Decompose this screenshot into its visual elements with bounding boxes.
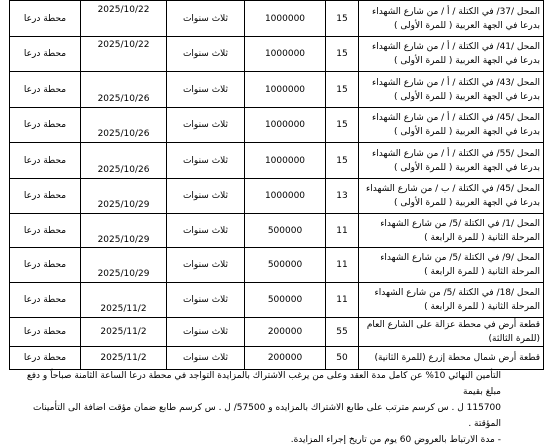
table-row [10, 37, 544, 72]
auction-date: 2025/11/2 [100, 304, 147, 314]
area-value: 13 [326, 179, 359, 214]
starting-price: 1000000 [245, 108, 326, 143]
auction-location: محطة درعا [10, 143, 81, 179]
auction-location: محطة درعا [10, 179, 81, 214]
auction-date: 2025/11/2 [100, 327, 147, 337]
area-value: 15 [326, 1, 359, 37]
lease-duration: ثلاث سنوات [167, 143, 245, 179]
area-value: 50 [326, 347, 359, 370]
lease-duration: ثلاث سنوات [167, 72, 245, 108]
auction-date-cell [81, 214, 167, 248]
property-description: المحل /43/ في الكتلة / أ / من شارع الشهداء بدرعا في الجهة العربية ( للمرة الأولى ) [359, 72, 544, 108]
auction-date: 2025/10/26 [97, 129, 150, 139]
auction-date: 2025/10/29 [97, 269, 150, 279]
auction-date: 2025/10/29 [97, 234, 150, 245]
conditions-line-1: التأمين النهائي 10% عن كامل مدة العقد وعلى من يرغب الاشتراك بالمزايدة التواجد في محطة درعا الساعة الثامنة صباحاً و دفع مبلغ بقيمة [26, 371, 501, 397]
property-description: قطعة أرض في محطة عزالة على الشارع العام (للمرة الثالثة) [359, 318, 544, 347]
auction-date-cell [81, 1, 167, 37]
lease-duration: ثلاث سنوات [167, 248, 245, 283]
property-description: المحل /18/ في الكتلة /5/ من شارع الشهداء المرحلة الثانية ( للمرة الرابعة ) [359, 283, 544, 318]
property-description: المحل /45/ في الكتلة / ب / من شارع الشهداء بدرعا في الجهة العربية ( للمرة الأولى ) [359, 179, 544, 214]
starting-price: 1000000 [245, 1, 326, 37]
property-description: المحل /55/ في الكتلة / أ / من شارع الشهداء بدرعا في الجهة العربية ( للمرة الأولى ) [359, 143, 544, 179]
auction-date: 2025/10/26 [97, 93, 150, 104]
lease-duration: ثلاث سنوات [167, 214, 245, 248]
starting-price: 1000000 [245, 143, 326, 179]
starting-price: 200000 [245, 347, 326, 370]
area-value: 11 [326, 214, 359, 248]
lease-duration: ثلاث سنوات [167, 179, 245, 214]
property-description: المحل /9/ في الكتلة /5/ من شارع الشهداء المرحلة الثانية ( للمرة الرابعة ) [359, 248, 544, 283]
auction-location: محطة درعا [10, 37, 81, 72]
property-description: المحل /41/ في الكتلة / أ / من شارع الشهداء بدرعا في الجهة العربية ( للمرة الأولى ) [359, 37, 544, 72]
auction-date: 2025/10/29 [97, 200, 150, 210]
auction-date-cell [81, 179, 167, 214]
starting-price: 500000 [245, 214, 326, 248]
auction-date-cell [81, 283, 167, 318]
conditions-text [9, 368, 501, 448]
area-value: 15 [326, 37, 359, 72]
property-description: المحل /37/ في الكتلة / أ / من شارع الشهداء بدرعا في الجهة العربية ( للمرة الأولى ) [359, 1, 544, 37]
auction-location: محطة درعا [10, 108, 81, 143]
auction-table [9, 0, 544, 370]
conditions-line-2: 115700 ل . س كرسم مترتب على طابع الاشتراك بالمزايده و 57500/ ل . س كرسم طابع ضمان مؤقت اضافة الى التأمينات المؤقتة . [32, 403, 501, 429]
table-row [10, 143, 544, 179]
auction-date-cell [81, 72, 167, 108]
auction-location: محطة درعا [10, 214, 81, 248]
area-value: 55 [326, 318, 359, 347]
table-row [10, 283, 544, 318]
starting-price: 500000 [245, 283, 326, 318]
auction-location: محطة درعا [10, 347, 81, 370]
area-value: 15 [326, 108, 359, 143]
starting-price: 500000 [245, 248, 326, 283]
table-row [10, 72, 544, 108]
table-row [10, 248, 544, 283]
lease-duration: ثلاث سنوات [167, 283, 245, 318]
auction-date-cell [81, 318, 167, 347]
table-row [10, 1, 544, 37]
starting-price: 1000000 [245, 37, 326, 72]
table-row [10, 108, 544, 143]
table-row [10, 179, 544, 214]
lease-duration: ثلاث سنوات [167, 37, 245, 72]
area-value: 11 [326, 283, 359, 318]
table-row [10, 347, 544, 370]
auction-date-cell [81, 108, 167, 143]
area-value: 15 [326, 72, 359, 108]
auction-location: محطة درعا [10, 72, 81, 108]
lease-duration: ثلاث سنوات [167, 318, 245, 347]
lease-duration: ثلاث سنوات [167, 108, 245, 143]
property-description: المحل /45/ في الكتلة / أ / من شارع الشهداء بدرعا في الجهة العربية ( للمرة الأولى ) [359, 108, 544, 143]
auction-location: محطة درعا [10, 283, 81, 318]
area-value: 15 [326, 143, 359, 179]
auction-date: 2025/10/22 [97, 4, 150, 15]
auction-date-cell [81, 143, 167, 179]
lease-duration: ثلاث سنوات [167, 1, 245, 37]
starting-price: 1000000 [245, 179, 326, 214]
auction-date: 2025/10/22 [97, 40, 150, 50]
auction-date: 2025/10/26 [97, 164, 150, 175]
property-description: المحل /1/ في الكتلة /5/ من شارع الشهداء المرحلة الثانية ( للمرة الرابعة ) [359, 214, 544, 248]
auction-date-cell [81, 248, 167, 283]
area-value: 11 [326, 248, 359, 283]
auction-location: محطة درعا [10, 248, 81, 283]
table-row [10, 214, 544, 248]
auction-date: 2025/11/2 [100, 353, 147, 363]
lease-duration: ثلاث سنوات [167, 347, 245, 370]
auction-location: محطة درعا [10, 318, 81, 347]
conditions-line-3: - مدة الارتباط بالعروض 60 يوم من تاريخ إجراء المزايدة. [290, 435, 501, 445]
starting-price: 1000000 [245, 72, 326, 108]
property-description: قطعة أرض شمال محطة إزرع (للمرة الثانية) [359, 347, 544, 370]
starting-price: 200000 [245, 318, 326, 347]
auction-location: محطة درعا [10, 1, 81, 37]
auction-date-cell [81, 347, 167, 370]
auction-date-cell [81, 37, 167, 72]
table-row [10, 318, 544, 347]
